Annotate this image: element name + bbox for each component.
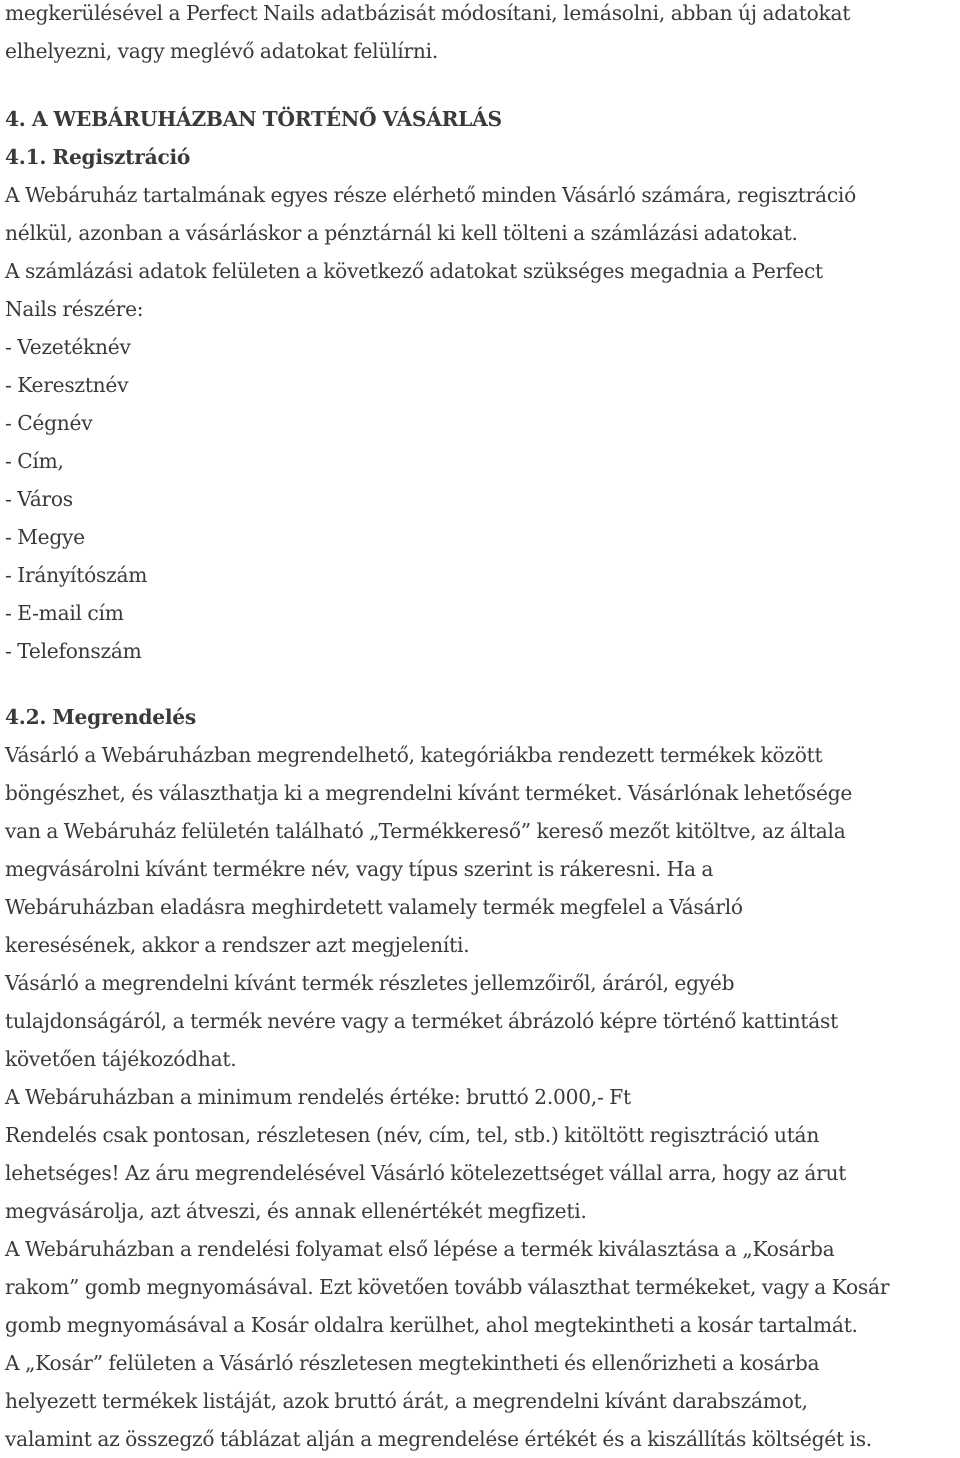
paragraph-line: A Webáruház tartalmának egyes része elérhető minden Vásárló számára, regisztráció [5,183,856,207]
paragraph-line: helyezett termékek listáját, azok bruttó árát, a megrendelni kívánt darabszámot, [5,1389,808,1413]
section-heading: 4. A WEBÁRUHÁZBAN TÖRTÉNŐ VÁSÁRLÁS [5,107,502,131]
paragraph-line: valamint az összegző táblázat alján a megrendelése értékét és a kiszállítás költségét is. [5,1427,872,1451]
paragraph-line: A Webáruházban a minimum rendelés értéke: bruttó 2.000,- Ft [5,1085,631,1109]
paragraph-line: megvásárolni kívánt termékre név, vagy típus szerint is rákeresni. Ha a [5,857,714,881]
paragraph-line: gomb megnyomásával a Kosár oldalra kerülhet, ahol megtekintheti a kosár tartalmát. [5,1313,858,1337]
paragraph-line: Nails részére: [5,297,144,321]
list-item: - Cím, [5,449,64,473]
paragraph-line: követően tájékozódhat. [5,1047,237,1071]
spacer [5,70,960,100]
list-item: - Irányítószám [5,563,148,587]
document-body [5,0,960,1458]
paragraph-line: Vásárló a Webáruházban megrendelhető, kategóriákba rendezett termékek között [5,743,823,767]
list-item: - Keresztnév [5,373,129,397]
paragraph-line: Vásárló a megrendelni kívánt termék részletes jellemzőiről, áráról, egyéb [5,971,735,995]
paragraph-line: A számlázási adatok felületen a következő adatokat szükséges megadnia a Perfect [5,259,823,283]
list-item: - Telefonszám [5,639,142,663]
list-item: - Vezetéknév [5,335,131,359]
paragraph-line: keresésének, akkor a rendszer azt megjeleníti. [5,933,470,957]
list-item: - Cégnév [5,411,93,435]
paragraph-line: A Webáruházban a rendelési folyamat első lépése a termék kiválasztása a „Kosárba [5,1237,835,1261]
intro-line: megkerülésével a Perfect Nails adatbázisát módosítani, lemásolni, abban új adatokat [5,1,851,25]
paragraph-line: tulajdonságáról, a termék nevére vagy a terméket ábrázoló képre történő kattintást [5,1009,838,1033]
list-item: - E-mail cím [5,601,124,625]
intro-line: elhelyezni, vagy meglévő adatokat felülírni. [5,39,439,63]
subsection-heading: 4.1. Regisztráció [5,145,191,169]
paragraph-line: A „Kosár” felületen a Vásárló részletesen megtekintheti és ellenőrizheti a kosárba [5,1351,820,1375]
paragraph-line: Webáruházban eladásra meghirdetett valamely termék megfelel a Vásárló [5,895,743,919]
paragraph-line: Rendelés csak pontosan, részletesen (név, cím, tel, stb.) kitöltött regisztráció után [5,1123,820,1147]
paragraph-line: megvásárolja, azt átveszi, és annak ellenértékét megfizeti. [5,1199,587,1223]
paragraph-line: böngészhet, és választhatja ki a megrendelni kívánt terméket. Vásárlónak lehetősége [5,781,853,805]
list-item: - Város [5,487,73,511]
subsection-heading: 4.2. Megrendelés [5,705,196,729]
paragraph-line: nélkül, azonban a vásárláskor a pénztárnál ki kell tölteni a számlázási adatokat. [5,221,798,245]
spacer [5,670,960,698]
paragraph-line: rakom” gomb megnyomásával. Ezt követően tovább választhat termékeket, vagy a Kosár [5,1275,890,1299]
paragraph-line: lehetséges! Az áru megrendelésével Vásárló kötelezettséget vállal arra, hogy az árut [5,1161,847,1185]
list-item: - Megye [5,525,85,549]
paragraph-line: van a Webáruház felületén található „Termékkereső” kereső mezőt kitöltve, az általa [5,819,846,843]
